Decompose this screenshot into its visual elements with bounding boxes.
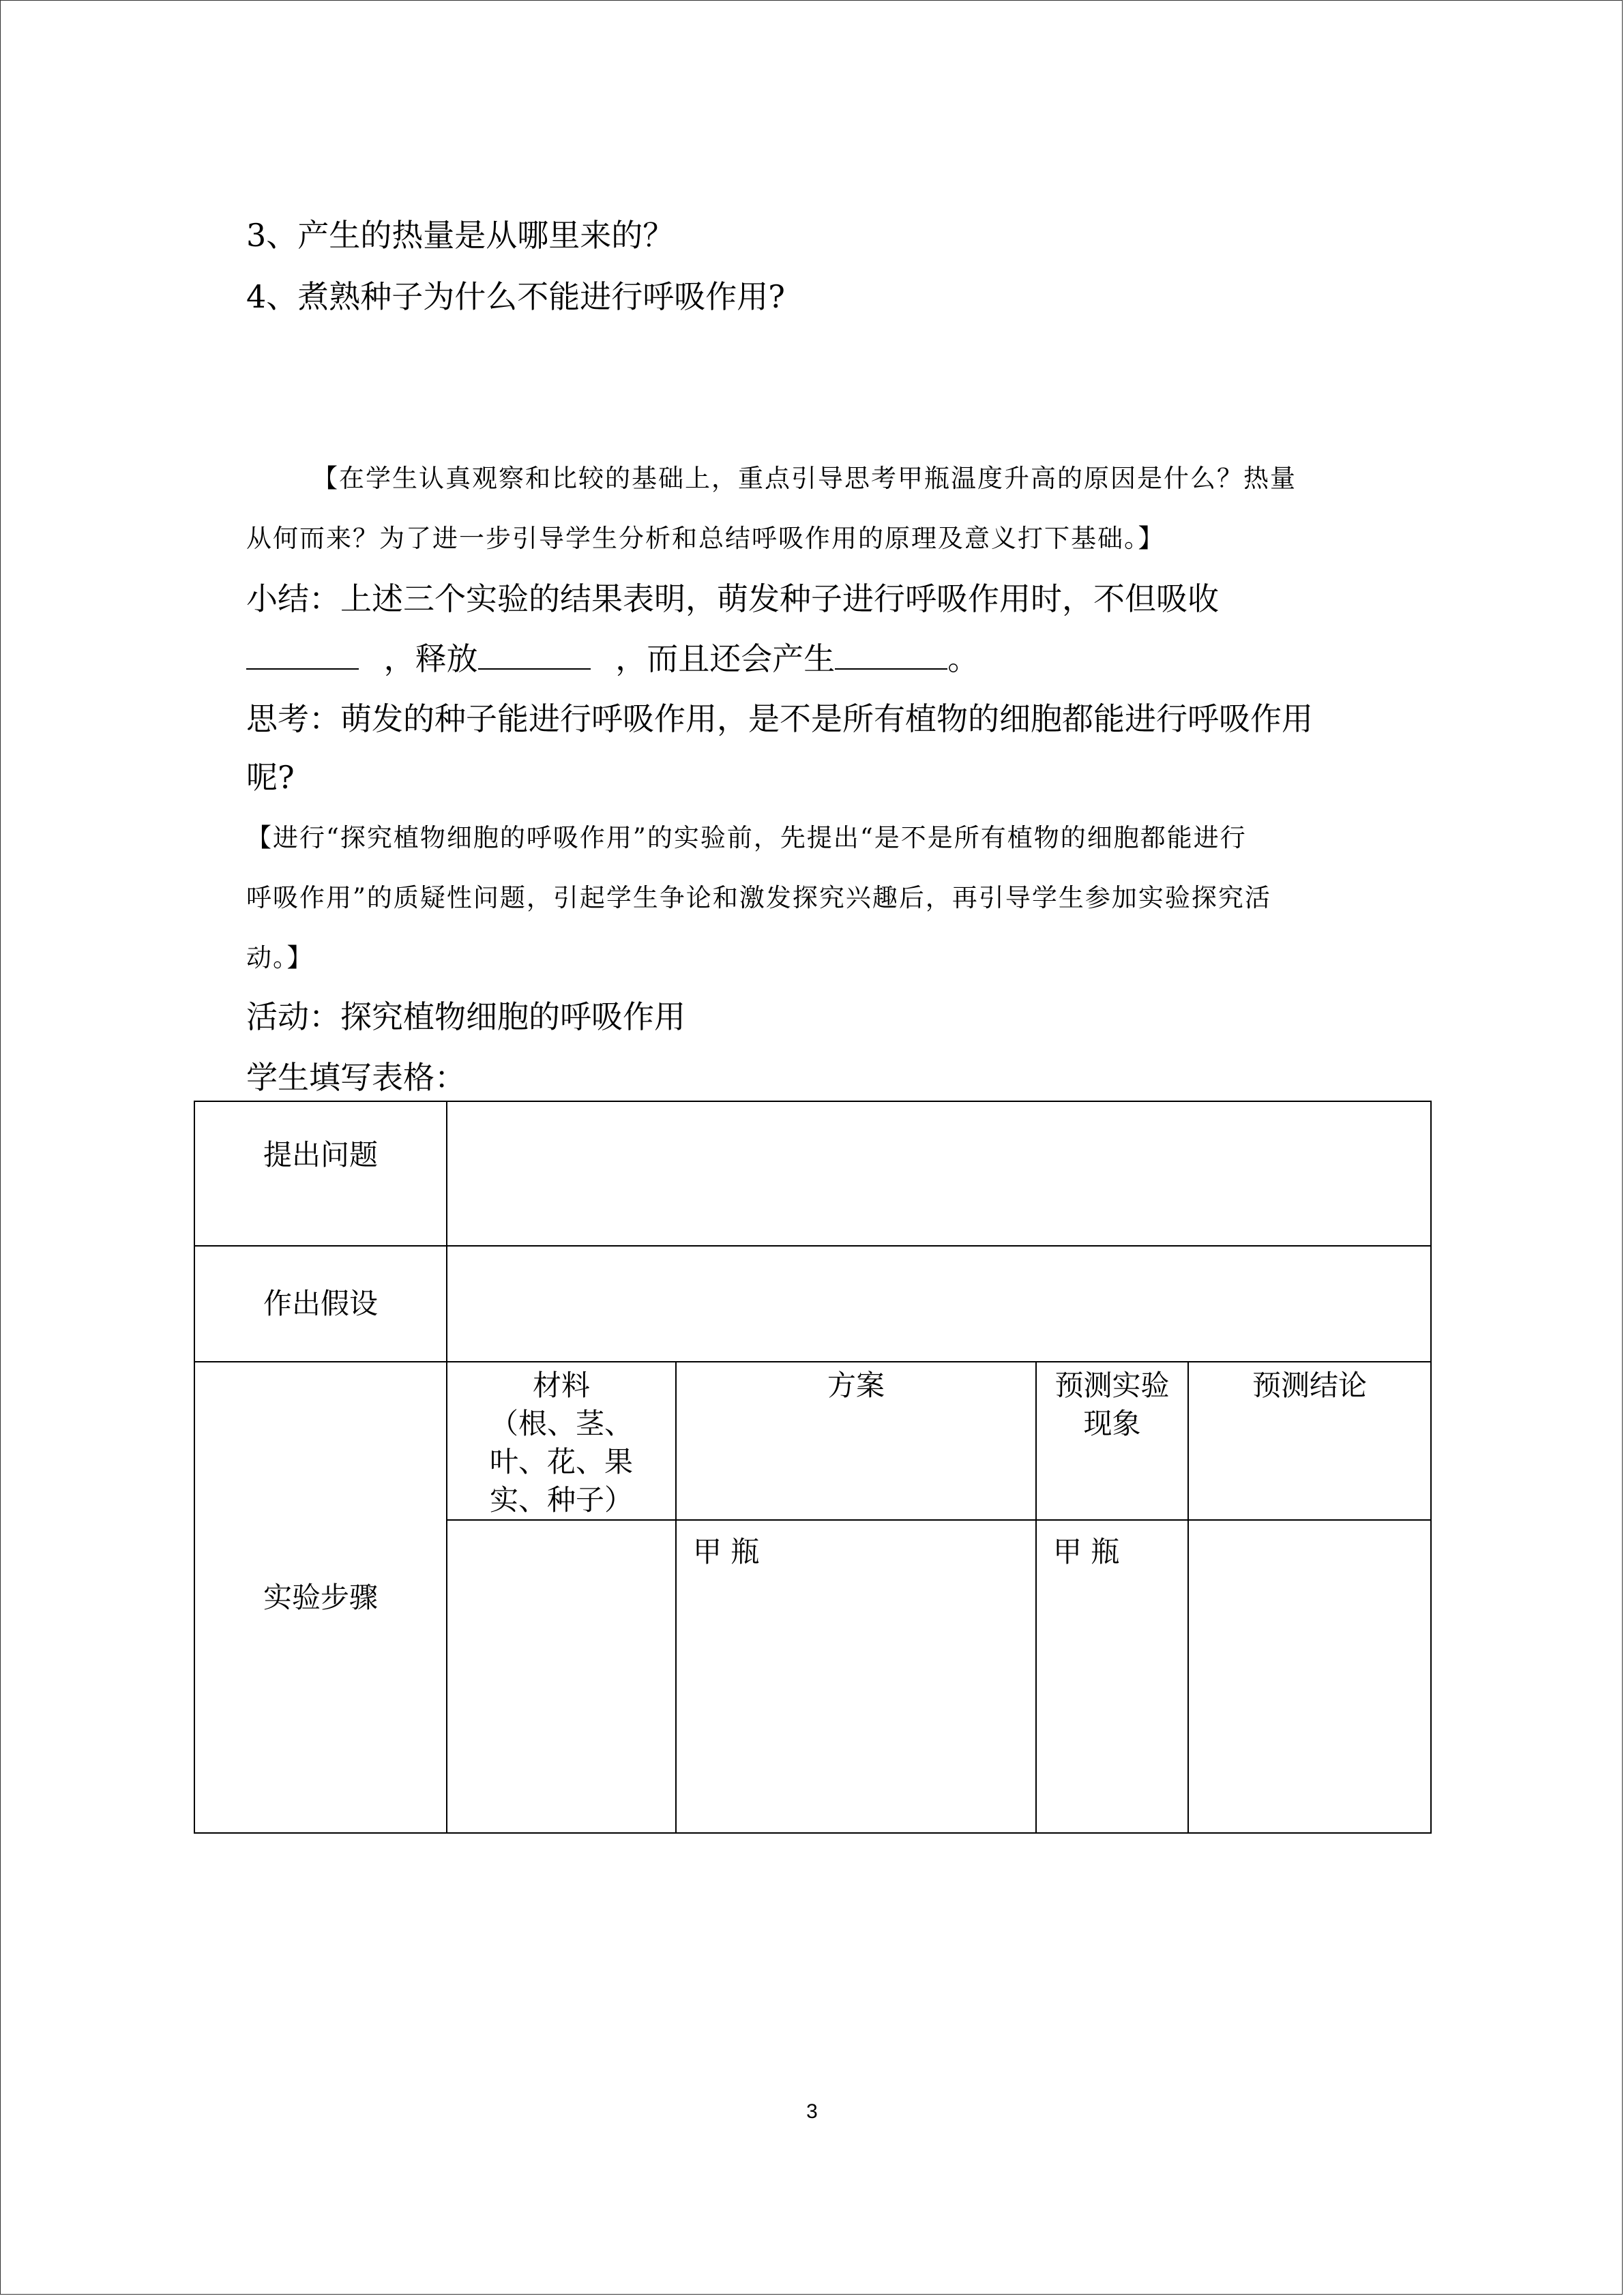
- blank-1[interactable]: [246, 638, 359, 670]
- header-material: 材料 （根、茎、 叶、花、果 实、种子）: [447, 1362, 676, 1520]
- plan-jar-a-label: 甲 瓶: [693, 1535, 760, 1568]
- summary-end: 。: [947, 640, 979, 677]
- blank-3[interactable]: [835, 638, 947, 670]
- summary-sep-2: ，而且还会产生: [615, 640, 836, 677]
- teaching-note-2-line-1: 【进行“探究植物细胞的呼吸作用”的实验前，先提出“是不是所有植物的细胞都能进行: [246, 823, 1247, 852]
- teaching-note-1-line-1: 【在学生认真观察和比较的基础上，重点引导思考甲瓶温度升高的原因是什么？热量: [312, 464, 1297, 493]
- input-conclusion[interactable]: [1188, 1520, 1431, 1833]
- phenomenon-jar-a-label: 甲 瓶: [1053, 1535, 1120, 1568]
- summary-sep-1: ，释放: [383, 640, 478, 677]
- input-material[interactable]: [447, 1520, 676, 1833]
- input-hypothesis[interactable]: [447, 1246, 1431, 1362]
- header-plan: 方案: [676, 1362, 1036, 1520]
- summary-line-1: 小结：上述三个实验的结果表明，萌发种子进行呼吸作用时，不但吸收: [246, 580, 1219, 617]
- question-4: 4、煮熟种子为什么不能进行呼吸作用?: [246, 278, 785, 315]
- thinking-line-1: 思考：萌发的种子能进行呼吸作用，是不是所有植物的细胞都能进行呼吸作用: [246, 700, 1313, 737]
- input-question[interactable]: [447, 1101, 1431, 1246]
- header-predicted-conclusion: 预测结论: [1188, 1362, 1431, 1520]
- label-question: 提出问题: [194, 1101, 447, 1246]
- label-hypothesis: 作出假设: [194, 1246, 447, 1362]
- experiment-form-table: [194, 1101, 1432, 1834]
- summary-line-2: [246, 638, 979, 679]
- teaching-note-2-line-2: 呼吸作用”的质疑性问题，引起学生争论和激发探究兴趣后，再引导学生参加实验探究活: [246, 883, 1271, 912]
- input-plan[interactable]: [676, 1520, 1036, 1833]
- fill-table-instruction: 学生填写表格：: [246, 1059, 466, 1096]
- page-number: 3: [806, 2100, 818, 2123]
- teaching-note-1-line-2: 从何而来？为了进一步引导学生分析和总结呼吸作用的原理及意义打下基础。】: [246, 524, 1165, 553]
- label-steps: 实验步骤: [194, 1362, 447, 1833]
- thinking-line-2: 呢?: [246, 759, 295, 796]
- header-predicted-phenomenon: 预测实验 现象: [1036, 1362, 1188, 1520]
- blank-2[interactable]: [478, 638, 591, 670]
- teaching-note-2-line-3: 动。】: [246, 943, 314, 972]
- activity-title: 活动：探究植物细胞的呼吸作用: [246, 998, 685, 1035]
- question-3: 3、产生的热量是从哪里来的？: [246, 217, 675, 254]
- input-phenomenon[interactable]: [1036, 1520, 1188, 1833]
